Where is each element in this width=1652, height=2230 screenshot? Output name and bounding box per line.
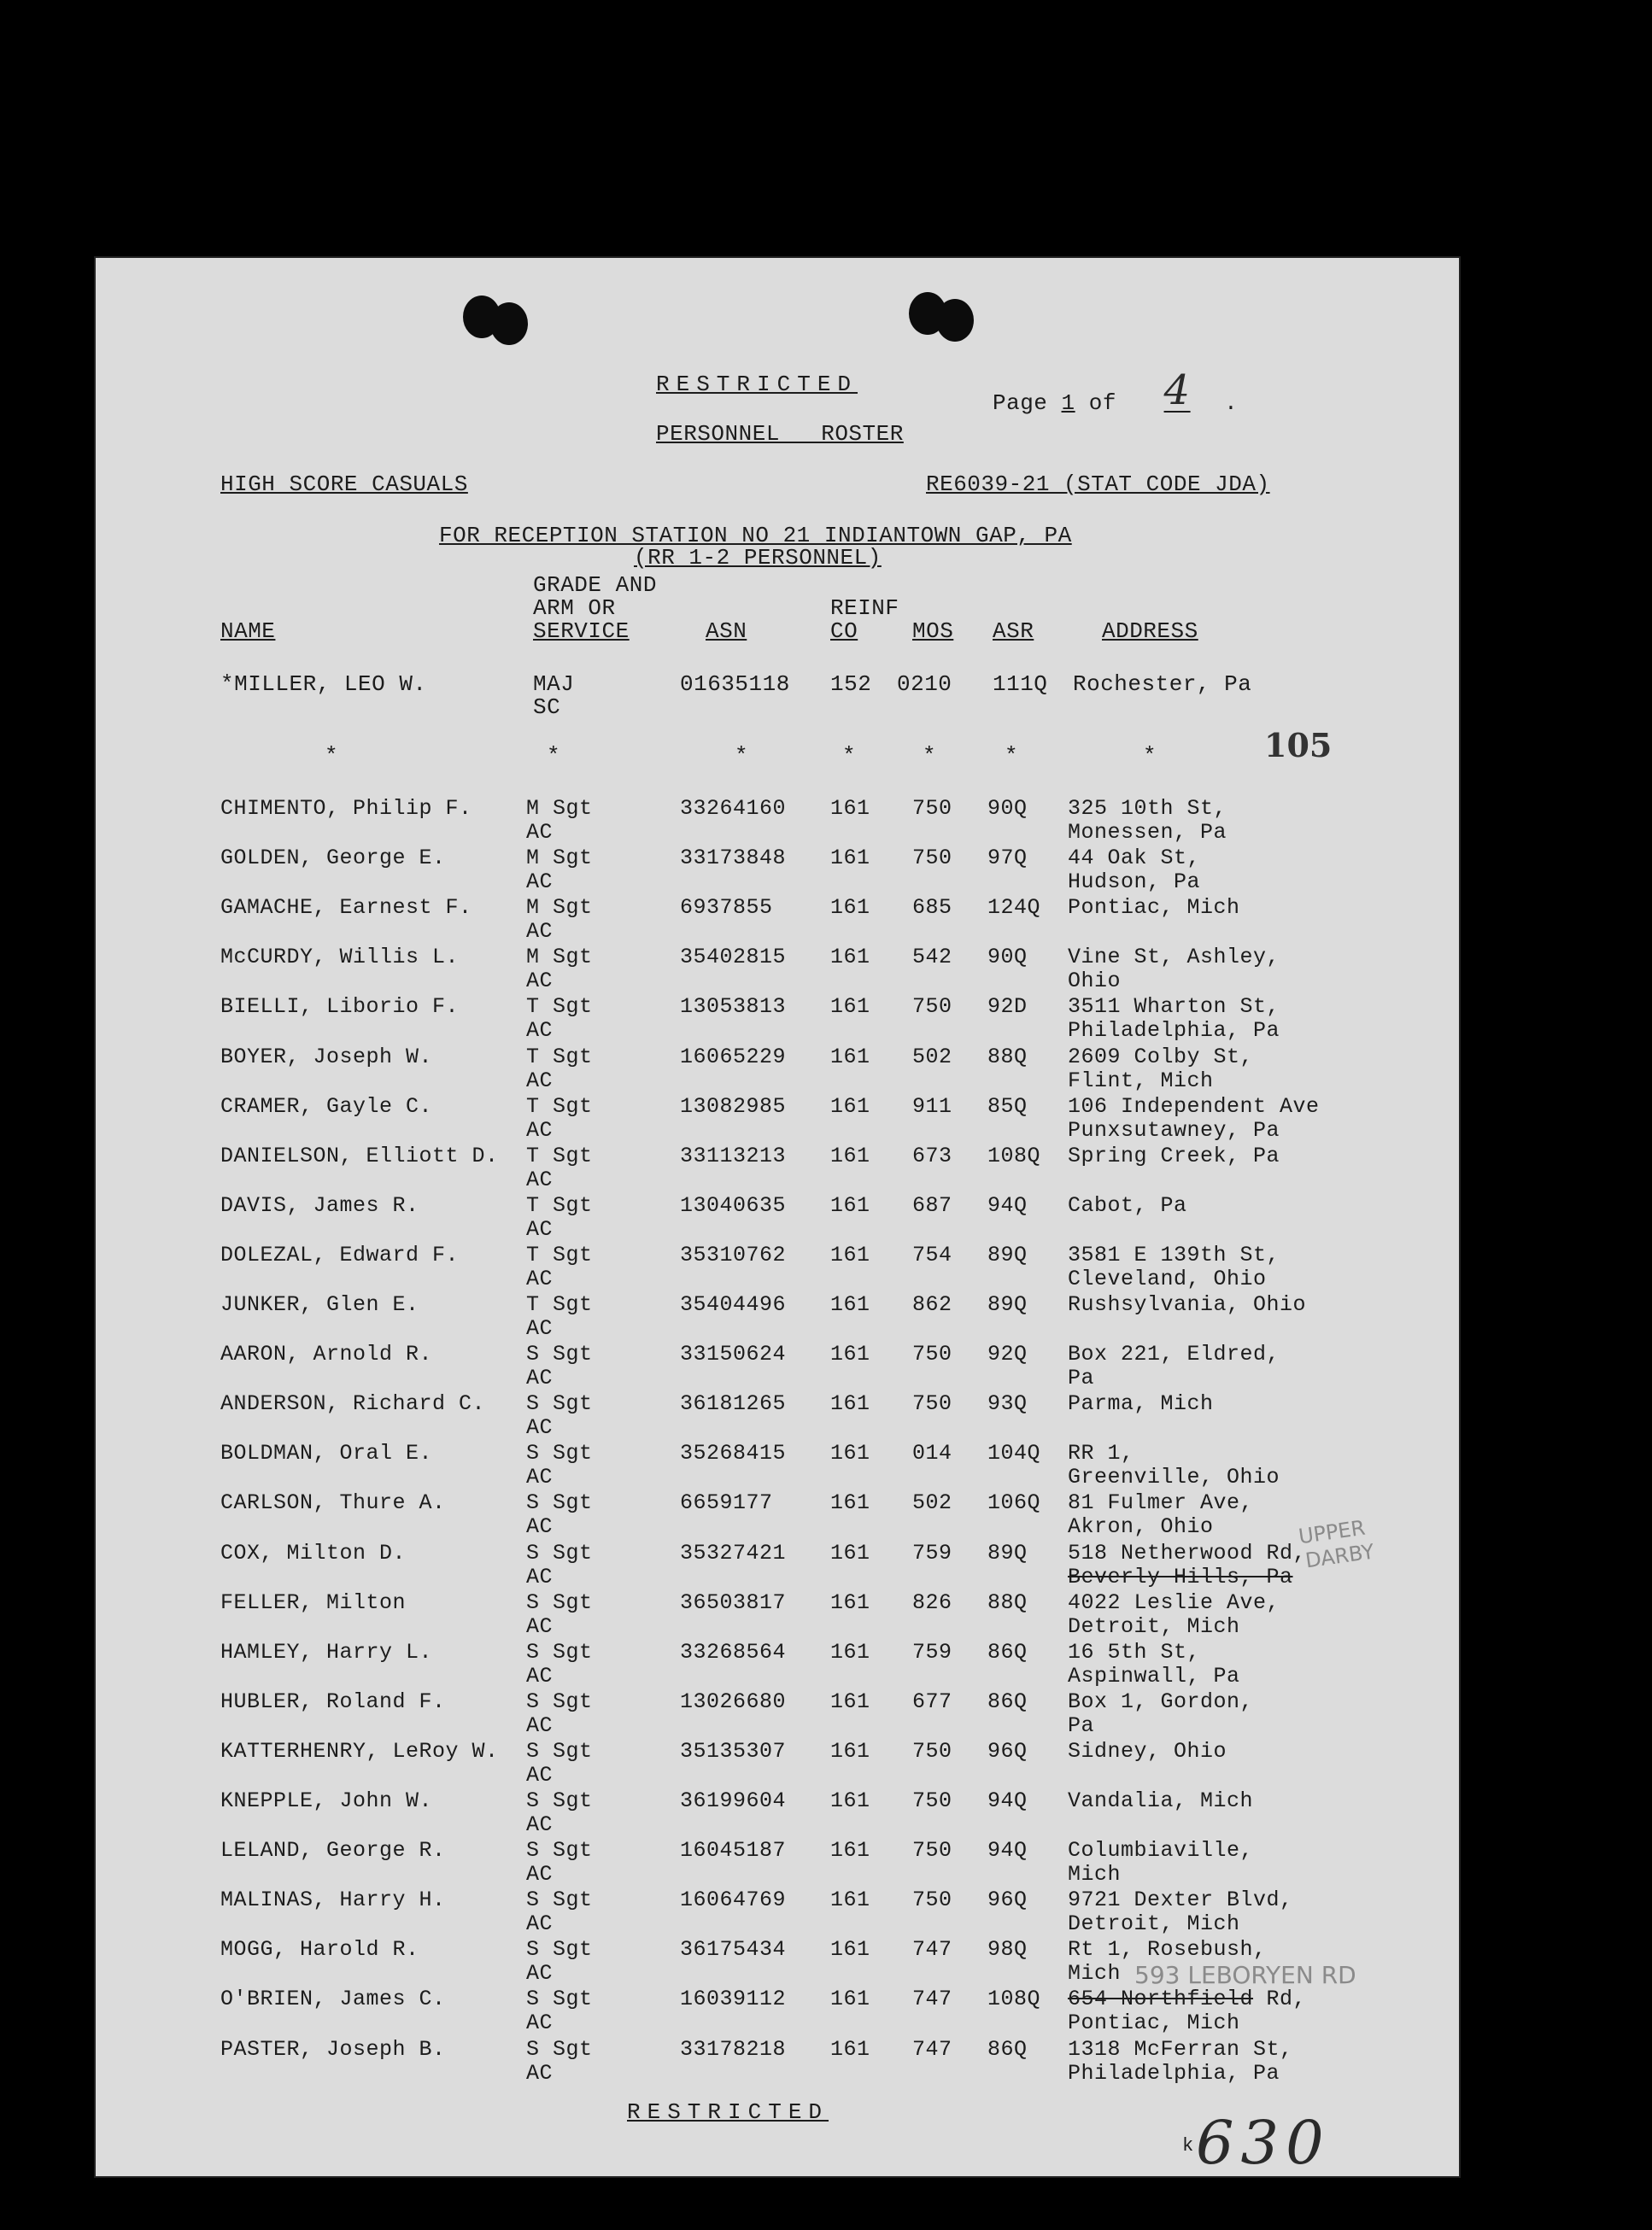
row-arm: AC	[526, 1316, 554, 1341]
row-name: MALINAS, Harry H.	[220, 1888, 446, 1912]
row-address-line-2: Mich	[1068, 1862, 1122, 1887]
row-address-line-1: Columbiaville,	[1068, 1838, 1254, 1863]
officer-co: 152	[830, 671, 872, 697]
row-co: 161	[830, 2037, 870, 2062]
row-grade: M Sgt	[526, 945, 593, 969]
row-address-line-1: 4022 Leslie Ave,	[1068, 1590, 1280, 1615]
row-asr: 94Q	[987, 1788, 1028, 1813]
row-address-line-1: Sidney, Ohio	[1068, 1739, 1227, 1764]
row-arm: AC	[526, 1217, 554, 1242]
row-co: 161	[830, 1987, 870, 2011]
row-address-line-2: Pontiac, Mich	[1068, 2011, 1240, 2035]
col-grade-3: SERVICE	[533, 618, 630, 644]
officer-asn: 01635118	[680, 671, 790, 697]
row-name: BIELLI, Liborio F.	[220, 994, 460, 1019]
row-name: GOLDEN, George E.	[220, 846, 446, 870]
row-name: DAVIS, James R.	[220, 1193, 419, 1218]
row-address-line-2: Flint, Mich	[1068, 1068, 1214, 1093]
row-asn: 36199604	[680, 1788, 787, 1813]
row-asr: 106Q	[987, 1490, 1041, 1515]
row-address-line-1: Parma, Mich	[1068, 1391, 1214, 1416]
separator-star: *	[842, 743, 857, 769]
restricted-header: RESTRICTED	[656, 372, 858, 397]
row-arm: AC	[526, 869, 554, 894]
row-address-line-1: 654 Northfield Rd,	[1068, 1987, 1307, 2011]
row-co: 161	[830, 1193, 870, 1218]
row-co: 161	[830, 1144, 870, 1168]
row-mos: 747	[912, 1987, 952, 2011]
row-address-line-1: 1318 McFerran St,	[1068, 2037, 1293, 2062]
row-grade: S Sgt	[526, 1490, 593, 1515]
row-co: 161	[830, 1888, 870, 1912]
row-grade: S Sgt	[526, 2037, 593, 2062]
row-address-line-1: 3511 Wharton St,	[1068, 994, 1280, 1019]
row-grade: T Sgt	[526, 1292, 593, 1317]
row-mos: 677	[912, 1689, 952, 1714]
row-co: 161	[830, 945, 870, 969]
row-arm: AC	[526, 1614, 554, 1639]
row-address-line-1: 16 5th St,	[1068, 1640, 1201, 1665]
row-name: HAMLEY, Harry L.	[220, 1640, 433, 1665]
row-name: COX, Milton D.	[220, 1541, 407, 1566]
row-name: BOLDMAN, Oral E.	[220, 1441, 433, 1466]
row-arm: AC	[526, 1812, 554, 1837]
row-asr: 124Q	[987, 895, 1041, 920]
row-mos: 747	[912, 1937, 952, 1962]
row-name: O'BRIEN, James C.	[220, 1987, 446, 2011]
row-address-line-1: Box 1, Gordon,	[1068, 1689, 1254, 1714]
stamped-number: 105	[1264, 726, 1333, 764]
row-asr: 86Q	[987, 2037, 1028, 2062]
row-asn: 35402815	[680, 945, 787, 969]
row-co: 161	[830, 1590, 870, 1615]
row-address-line-2: Hudson, Pa	[1068, 869, 1201, 894]
row-name: ANDERSON, Richard C.	[220, 1391, 486, 1416]
row-asr: 93Q	[987, 1391, 1028, 1416]
row-co: 161	[830, 796, 870, 821]
separator-star: *	[1005, 743, 1019, 769]
row-co: 161	[830, 846, 870, 870]
row-asr: 96Q	[987, 1888, 1028, 1912]
row-arm: AC	[526, 1465, 554, 1490]
separator-star: *	[1143, 743, 1157, 769]
row-asn: 35327421	[680, 1541, 787, 1566]
row-asr: 86Q	[987, 1689, 1028, 1714]
row-asn: 33268564	[680, 1640, 787, 1665]
row-co: 161	[830, 1094, 870, 1119]
row-asn: 16045187	[680, 1838, 787, 1863]
officer-address: Rochester, Pa	[1073, 671, 1252, 697]
officer-grade: MAJ	[533, 671, 575, 697]
row-grade: S Sgt	[526, 1838, 593, 1863]
row-co: 161	[830, 1739, 870, 1764]
row-address-line-1: Vine St, Ashley,	[1068, 945, 1280, 969]
row-co: 161	[830, 1640, 870, 1665]
row-co: 161	[830, 1541, 870, 1566]
separator-star: *	[325, 743, 339, 769]
row-grade: S Sgt	[526, 1590, 593, 1615]
pencil-note-address: 593 LEBORYEN RD	[1134, 1961, 1356, 1989]
row-address-line-1: 106 Independent Ave	[1068, 1094, 1320, 1119]
row-name: McCURDY, Willis L.	[220, 945, 460, 969]
row-address-line-2: Akron, Ohio	[1068, 1514, 1214, 1539]
row-grade: T Sgt	[526, 994, 593, 1019]
row-mos: 754	[912, 1243, 952, 1267]
row-co: 161	[830, 1342, 870, 1367]
separator-star: *	[547, 743, 561, 769]
col-name: NAME	[220, 618, 276, 644]
row-grade: M Sgt	[526, 895, 593, 920]
row-asr: 90Q	[987, 796, 1028, 821]
row-arm: AC	[526, 1267, 554, 1291]
page-indicator: Page 1 of 4 .	[993, 366, 1239, 416]
row-mos: 750	[912, 1838, 952, 1863]
row-mos: 542	[912, 945, 952, 969]
row-grade: T Sgt	[526, 1193, 593, 1218]
officer-name: *MILLER, LEO W.	[220, 671, 427, 697]
row-address-line-1: Cabot, Pa	[1068, 1193, 1187, 1218]
row-asn: 33173848	[680, 846, 787, 870]
row-mos: 687	[912, 1193, 952, 1218]
reception-station-line: FOR RECEPTION STATION NO 21 INDIANTOWN GAP, PA	[439, 523, 1072, 548]
row-name: DOLEZAL, Edward F.	[220, 1243, 460, 1267]
stat-code: RE6039-21 (STAT CODE JDA)	[926, 471, 1270, 497]
row-address-line-2: Detroit, Mich	[1068, 1614, 1240, 1639]
row-co: 161	[830, 895, 870, 920]
row-name: BOYER, Joseph W.	[220, 1045, 433, 1069]
row-address-line-2: Philadelphia, Pa	[1068, 1018, 1280, 1043]
row-address-line-2: Aspinwall, Pa	[1068, 1664, 1240, 1689]
col-reinf: REINF	[830, 595, 899, 621]
roster-title: PERSONNEL ROSTER	[656, 421, 904, 447]
row-grade: S Sgt	[526, 1640, 593, 1665]
row-asn: 33178218	[680, 2037, 787, 2062]
row-co: 161	[830, 1441, 870, 1466]
row-address-line-2: Detroit, Mich	[1068, 1911, 1240, 1936]
row-asn: 16064769	[680, 1888, 787, 1912]
row-address-line-1: 9721 Dexter Blvd,	[1068, 1888, 1293, 1912]
row-asn: 36503817	[680, 1590, 787, 1615]
pencil-note-darby: DARBY	[1303, 1539, 1376, 1573]
row-asn: 13026680	[680, 1689, 787, 1714]
row-asn: 16039112	[680, 1987, 787, 2011]
row-co: 161	[830, 1838, 870, 1863]
row-grade: S Sgt	[526, 1788, 593, 1813]
row-mos: 014	[912, 1441, 952, 1466]
row-address-line-1: Pontiac, Mich	[1068, 895, 1240, 920]
page-total-handwritten: 4	[1163, 366, 1191, 414]
row-name: AARON, Arnold R.	[220, 1342, 433, 1367]
row-asn: 33264160	[680, 796, 787, 821]
restricted-footer: RESTRICTED	[627, 2099, 829, 2125]
row-address-line-2: Monessen, Pa	[1068, 820, 1227, 845]
row-address-line-1: Rt 1, Rosebush,	[1068, 1937, 1267, 1962]
row-arm: AC	[526, 1514, 554, 1539]
row-asr: 89Q	[987, 1292, 1028, 1317]
officer-arm: SC	[533, 694, 561, 720]
row-name: PASTER, Joseph B.	[220, 2037, 446, 2062]
row-address-line-2: Philadelphia, Pa	[1068, 2061, 1280, 2086]
row-mos: 750	[912, 1739, 952, 1764]
row-name: HUBLER, Roland F.	[220, 1689, 446, 1714]
row-address-line-2: Pa	[1068, 1366, 1095, 1390]
row-asr: 86Q	[987, 1640, 1028, 1665]
col-grade-2: ARM OR	[533, 595, 616, 621]
row-mos: 750	[912, 1391, 952, 1416]
row-address-line-2: Punxsutawney, Pa	[1068, 1118, 1280, 1143]
row-name: LELAND, George R.	[220, 1838, 446, 1863]
row-address-line-2: Mich	[1068, 1961, 1122, 1986]
row-address-line-1: 81 Fulmer Ave,	[1068, 1490, 1254, 1515]
row-address-line-1: 2609 Colby St,	[1068, 1045, 1254, 1069]
punch-hole-right	[909, 290, 975, 342]
punch-hole-left	[463, 294, 530, 345]
row-arm: AC	[526, 1366, 554, 1390]
row-asr: 88Q	[987, 1590, 1028, 1615]
col-mos: MOS	[912, 618, 954, 644]
row-arm: AC	[526, 1713, 554, 1738]
row-name: JUNKER, Glen E.	[220, 1292, 419, 1317]
row-arm: AC	[526, 1565, 554, 1589]
row-mos: 502	[912, 1045, 952, 1069]
row-asn: 35404496	[680, 1292, 787, 1317]
row-address-line-2: Pa	[1068, 1713, 1095, 1738]
row-address-line-2: Ohio	[1068, 969, 1122, 993]
k-mark: k	[1182, 2135, 1194, 2157]
row-co: 161	[830, 1045, 870, 1069]
row-asr: 88Q	[987, 1045, 1028, 1069]
row-asn: 35268415	[680, 1441, 787, 1466]
row-address-line-1: Box 221, Eldred,	[1068, 1342, 1280, 1367]
row-address-line-2: Cleveland, Ohio	[1068, 1267, 1267, 1291]
row-address-line-1: RR 1,	[1068, 1441, 1134, 1466]
rr-personnel-line: (RR 1-2 PERSONNEL)	[634, 545, 882, 571]
row-address-line-2: Beverly Hills, Pa	[1068, 1565, 1293, 1589]
pencil-note-upper: UPPER	[1297, 1515, 1367, 1549]
col-co: CO	[830, 618, 858, 644]
row-arm: AC	[526, 1118, 554, 1143]
row-address-line-2: Greenville, Ohio	[1068, 1465, 1280, 1490]
row-co: 161	[830, 1937, 870, 1962]
row-asn: 33113213	[680, 1144, 787, 1168]
row-co: 161	[830, 1689, 870, 1714]
separator-star: *	[735, 743, 749, 769]
row-co: 161	[830, 994, 870, 1019]
col-asr: ASR	[993, 618, 1034, 644]
row-asn: 13040635	[680, 1193, 787, 1218]
row-name: KNEPPLE, John W.	[220, 1788, 433, 1813]
row-arm: AC	[526, 1664, 554, 1689]
group-title: HIGH SCORE CASUALS	[220, 471, 468, 497]
row-grade: S Sgt	[526, 1937, 593, 1962]
row-grade: S Sgt	[526, 1391, 593, 1416]
officer-mos: 0210	[897, 671, 952, 697]
row-grade: T Sgt	[526, 1144, 593, 1168]
row-name: CARLSON, Thure A.	[220, 1490, 446, 1515]
row-asn: 13082985	[680, 1094, 787, 1119]
row-asr: 94Q	[987, 1193, 1028, 1218]
row-asr: 94Q	[987, 1838, 1028, 1863]
row-asr: 85Q	[987, 1094, 1028, 1119]
row-arm: AC	[526, 2061, 554, 2086]
row-grade: T Sgt	[526, 1094, 593, 1119]
row-asn: 13053813	[680, 994, 787, 1019]
row-address-line-1: 325 10th St,	[1068, 796, 1227, 821]
row-asr: 89Q	[987, 1243, 1028, 1267]
row-mos: 759	[912, 1541, 952, 1566]
row-asn: 6659177	[680, 1490, 773, 1515]
row-asn: 36175434	[680, 1937, 787, 1962]
row-mos: 750	[912, 994, 952, 1019]
row-co: 161	[830, 1788, 870, 1813]
row-address-line-1: 518 Netherwood Rd,	[1068, 1541, 1307, 1566]
row-asn: 16065229	[680, 1045, 787, 1069]
row-grade: S Sgt	[526, 1441, 593, 1466]
row-arm: AC	[526, 1961, 554, 1986]
row-co: 161	[830, 1292, 870, 1317]
col-grade-1: GRADE AND	[533, 572, 657, 598]
row-grade: M Sgt	[526, 796, 593, 821]
handwritten-page-number: 630	[1196, 2108, 1331, 2178]
row-asr: 108Q	[987, 1144, 1041, 1168]
row-mos: 862	[912, 1292, 952, 1317]
row-mos: 502	[912, 1490, 952, 1515]
row-co: 161	[830, 1243, 870, 1267]
row-grade: S Sgt	[526, 1689, 593, 1714]
row-co: 161	[830, 1490, 870, 1515]
row-grade: S Sgt	[526, 1739, 593, 1764]
row-asr: 89Q	[987, 1541, 1028, 1566]
row-arm: AC	[526, 1763, 554, 1788]
row-asn: 35135307	[680, 1739, 787, 1764]
row-mos: 750	[912, 1788, 952, 1813]
row-arm: AC	[526, 2011, 554, 2035]
row-mos: 750	[912, 846, 952, 870]
row-mos: 750	[912, 1888, 952, 1912]
row-asr: 97Q	[987, 846, 1028, 870]
row-asr: 92Q	[987, 1342, 1028, 1367]
row-asn: 35310762	[680, 1243, 787, 1267]
row-asn: 6937855	[680, 895, 773, 920]
row-grade: T Sgt	[526, 1045, 593, 1069]
row-mos: 685	[912, 895, 952, 920]
row-co: 161	[830, 1391, 870, 1416]
row-name: GAMACHE, Earnest F.	[220, 895, 472, 920]
row-mos: 750	[912, 796, 952, 821]
row-address-line-1: 3581 E 139th St,	[1068, 1243, 1280, 1267]
row-address-line-1: Vandalia, Mich	[1068, 1788, 1254, 1813]
row-asn: 33150624	[680, 1342, 787, 1367]
row-mos: 750	[912, 1342, 952, 1367]
row-asr: 92D	[987, 994, 1028, 1019]
row-name: KATTERHENRY, LeRoy W.	[220, 1739, 499, 1764]
row-mos: 826	[912, 1590, 952, 1615]
row-name: MOGG, Harold R.	[220, 1937, 419, 1962]
row-arm: AC	[526, 1911, 554, 1936]
col-address: ADDRESS	[1102, 618, 1198, 644]
row-name: FELLER, Milton	[220, 1590, 407, 1615]
row-address-line-1: Rushsylvania, Ohio	[1068, 1292, 1307, 1317]
row-asr: 96Q	[987, 1739, 1028, 1764]
row-arm: AC	[526, 1168, 554, 1192]
document-page	[94, 256, 1461, 2178]
row-grade: T Sgt	[526, 1243, 593, 1267]
row-grade: S Sgt	[526, 1342, 593, 1367]
row-name: CRAMER, Gayle C.	[220, 1094, 433, 1119]
row-arm: AC	[526, 969, 554, 993]
row-grade: S Sgt	[526, 1987, 593, 2011]
row-mos: 911	[912, 1094, 952, 1119]
row-mos: 747	[912, 2037, 952, 2062]
row-arm: AC	[526, 919, 554, 944]
row-mos: 759	[912, 1640, 952, 1665]
row-asr: 90Q	[987, 945, 1028, 969]
row-arm: AC	[526, 1018, 554, 1043]
row-arm: AC	[526, 820, 554, 845]
row-asn: 36181265	[680, 1391, 787, 1416]
row-grade: M Sgt	[526, 846, 593, 870]
separator-star: *	[923, 743, 937, 769]
row-asr: 108Q	[987, 1987, 1041, 2011]
row-name: DANIELSON, Elliott D.	[220, 1144, 499, 1168]
row-asr: 104Q	[987, 1441, 1041, 1466]
row-address-line-1: Spring Creek, Pa	[1068, 1144, 1280, 1168]
col-asn: ASN	[706, 618, 747, 644]
row-name: CHIMENTO, Philip F.	[220, 796, 472, 821]
row-asr: 98Q	[987, 1937, 1028, 1962]
row-grade: S Sgt	[526, 1888, 593, 1912]
row-arm: AC	[526, 1862, 554, 1887]
row-arm: AC	[526, 1068, 554, 1093]
row-address-line-1: 44 Oak St,	[1068, 846, 1201, 870]
officer-asr: 111Q	[993, 671, 1048, 697]
row-mos: 673	[912, 1144, 952, 1168]
row-grade: S Sgt	[526, 1541, 593, 1566]
row-arm: AC	[526, 1415, 554, 1440]
